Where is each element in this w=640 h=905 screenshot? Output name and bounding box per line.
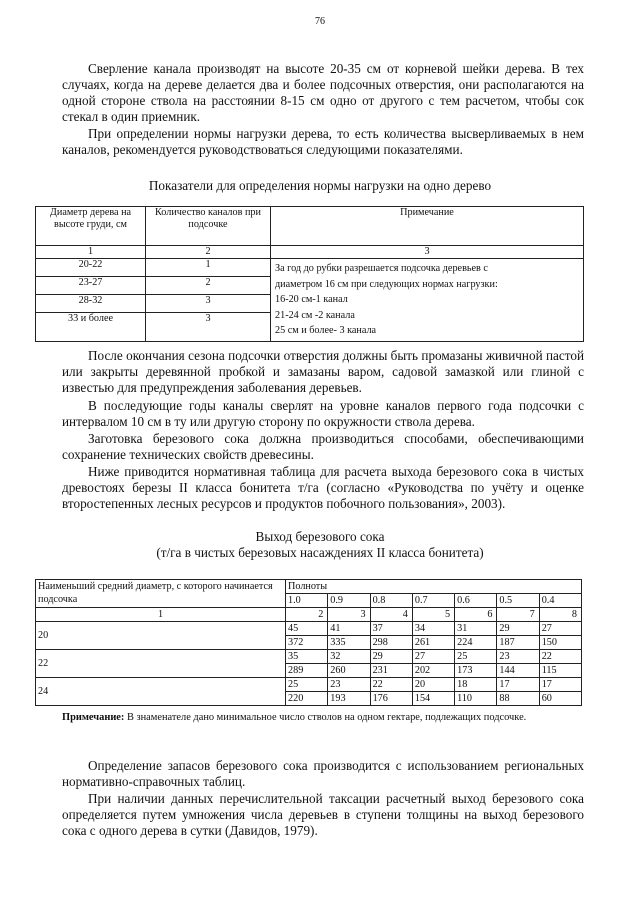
page-number: 76 <box>315 16 325 27</box>
paragraph: Сверление канала производят на высоте 20-35 см от корневой шейки дерева. В тех случаях, когда на дереве делается два и более подсочных отверстия, они располагаются на одной стороне ствола на расстоянии 8-15 см одно от другого с тем расчетом, чтобы сок стекал в один приемник. <box>62 61 584 124</box>
trees-cell: 260 <box>328 664 370 678</box>
channels-cell: 3 <box>146 294 271 312</box>
density-cell: 1.0 <box>286 594 328 608</box>
yield-cell: 17 <box>497 678 539 692</box>
paragraph: Определение запасов березового сока производится с использованием региональных нормативно-справочных таблиц. <box>62 758 584 789</box>
channels-cell: 2 <box>146 276 271 294</box>
note-line: 16-20 см-1 канал <box>275 294 348 305</box>
table-row <box>36 622 582 636</box>
yield-cell: 23 <box>328 678 370 692</box>
table-row <box>36 259 584 277</box>
col-number: 3 <box>328 608 370 622</box>
trees-cell: 173 <box>455 664 497 678</box>
yield-cell: 22 <box>539 650 581 664</box>
density-cell: 0.7 <box>412 594 454 608</box>
trees-cell: 60 <box>539 692 581 706</box>
trees-cell: 202 <box>412 664 454 678</box>
density-cell: 0.4 <box>539 594 581 608</box>
trees-cell: 88 <box>497 692 539 706</box>
yield-cell: 29 <box>497 622 539 636</box>
yield-cell: 27 <box>539 622 581 636</box>
paragraph: После окончания сезона подсочки отверстия должны быть промазаны живичной пастой или закрыты деревянной пробкой и замазаны варом, садовой замазкой или глиной с известью для предупреждения заболевания деревьев. <box>62 348 584 395</box>
trees-cell: 335 <box>328 636 370 650</box>
header-cell: Диаметр дерева на высоте груди, см <box>36 207 146 246</box>
col-number: 7 <box>497 608 539 622</box>
load-norms-table <box>35 206 584 342</box>
col-number: 3 <box>271 246 584 259</box>
header-cell: Полноты <box>286 580 582 594</box>
col-number: 5 <box>412 608 454 622</box>
diameter-cell: 22 <box>36 650 286 678</box>
paragraph: Заготовка березового сока должна производиться способами, обеспечивающими сохранение технических свойств древесины. <box>62 431 584 462</box>
trees-cell: 231 <box>370 664 412 678</box>
trees-cell: 261 <box>412 636 454 650</box>
note-line: 21-24 см -2 канала <box>275 309 355 321</box>
note-cell <box>271 259 584 342</box>
col-number: 4 <box>370 608 412 622</box>
yield-cell: 32 <box>328 650 370 664</box>
table-number-row <box>36 608 582 622</box>
col-number: 1 <box>36 246 146 259</box>
diameter-cell: 24 <box>36 678 286 706</box>
yield-cell: 17 <box>539 678 581 692</box>
yield-cell: 22 <box>370 678 412 692</box>
table2-title: Выход березового сока <box>255 529 385 544</box>
trees-cell: 220 <box>286 692 328 706</box>
channels-cell: 1 <box>146 259 271 277</box>
yield-cell: 41 <box>328 622 370 636</box>
yield-cell: 34 <box>412 622 454 636</box>
trees-cell: 193 <box>328 692 370 706</box>
note-line: 25 см и более- 3 канала <box>275 325 377 336</box>
table-number-row <box>36 246 584 259</box>
yield-cell: 35 <box>286 650 328 664</box>
note-label: Примечание: <box>62 712 125 723</box>
table2-subtitle: (т/га в чистых березовых насаждениях II класса бонитета) <box>156 545 484 560</box>
table-header-row <box>36 580 582 594</box>
header-cell: Количество каналов при подсочке <box>146 207 271 246</box>
channels-cell: 3 <box>146 312 271 341</box>
table-row <box>36 650 582 664</box>
note-text: В знаменателе дано минимальное число стволов на одном гектаре, подлежащих подсочке. <box>124 712 527 723</box>
table-header-row <box>36 207 584 246</box>
yield-cell: 18 <box>455 678 497 692</box>
table-row <box>36 678 582 692</box>
density-cell: 0.6 <box>455 594 497 608</box>
col-number: 2 <box>146 246 271 259</box>
col-number: 2 <box>286 608 328 622</box>
col-number: 8 <box>539 608 581 622</box>
yield-cell: 37 <box>370 622 412 636</box>
diameter-cell: 28-32 <box>36 294 146 312</box>
header-cell: Примечание <box>271 207 584 246</box>
col-number: 1 <box>36 608 286 622</box>
density-cell: 0.9 <box>328 594 370 608</box>
birch-sap-yield-table <box>35 579 582 706</box>
col-number: 6 <box>455 608 497 622</box>
trees-cell: 150 <box>539 636 581 650</box>
yield-cell: 20 <box>412 678 454 692</box>
trees-cell: 372 <box>286 636 328 650</box>
yield-cell: 29 <box>370 650 412 664</box>
diameter-cell: 20-22 <box>36 259 146 277</box>
diameter-cell: 23-27 <box>36 276 146 294</box>
note-line: За год до рубки разрешается подсочка деревьев с <box>275 263 488 274</box>
trees-cell: 289 <box>286 664 328 678</box>
yield-cell: 23 <box>497 650 539 664</box>
yield-cell: 27 <box>412 650 454 664</box>
trees-cell: 115 <box>539 664 581 678</box>
header-cell: Наименьший средний диаметр, с которого начинается подсочка <box>36 580 286 608</box>
yield-cell: 25 <box>286 678 328 692</box>
paragraph: Ниже приводится нормативная таблица для расчета выхода березового сока в чистых древостоях березы II класса бонитета т/га (согласно «Руководства по учёту и оценке второстепенных лесных ресурсов и продуктов побочного пользования», 2003). <box>62 464 584 511</box>
paragraph: В последующие годы каналы сверлят на уровне каналов первого года подсочки с интервалом 10 см в ту или другую сторону по окружности ствола дерева. <box>62 398 584 429</box>
trees-cell: 144 <box>497 664 539 678</box>
note-line: диаметром 16 см при следующих нормах нагрузки: <box>275 278 498 290</box>
paragraph: При определении нормы нагрузки дерева, то есть количества высверливаемых в нем каналов, рекомендуется руководствоваться следующими показателями. <box>62 126 584 157</box>
paragraph: При наличии данных перечислительной таксации расчетный выход березового сока определяется путем умножения числа деревьев в ступени толщины на выход березового сока с одного дерева в сутки (Давидов, 1979). <box>62 791 584 838</box>
trees-cell: 110 <box>455 692 497 706</box>
density-cell: 0.8 <box>370 594 412 608</box>
table1-title: Показатели для определения нормы нагрузки на одно дерево <box>148 178 492 193</box>
yield-cell: 25 <box>455 650 497 664</box>
trees-cell: 298 <box>370 636 412 650</box>
trees-cell: 187 <box>497 636 539 650</box>
yield-cell: 45 <box>286 622 328 636</box>
trees-cell: 154 <box>412 692 454 706</box>
density-cell: 0.5 <box>497 594 539 608</box>
yield-cell: 31 <box>455 622 497 636</box>
diameter-cell: 20 <box>36 622 286 650</box>
table2-note <box>36 711 584 724</box>
diameter-cell: 33 и более <box>36 312 146 341</box>
trees-cell: 224 <box>455 636 497 650</box>
trees-cell: 176 <box>370 692 412 706</box>
